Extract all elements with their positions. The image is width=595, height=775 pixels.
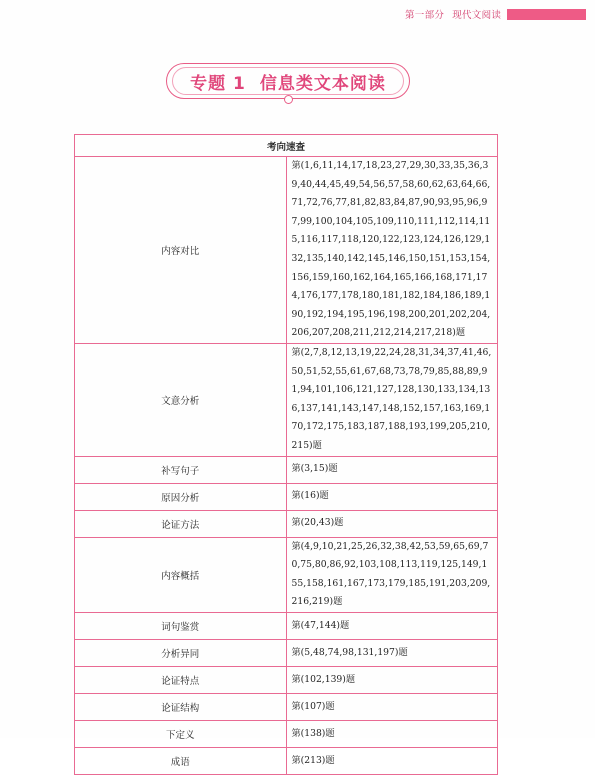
title-name: 信息类文本阅读: [259, 73, 386, 94]
row-items: 第(138)题: [286, 720, 498, 747]
chapter-title-badge: [166, 63, 410, 99]
row-items: 第(16)题: [286, 483, 498, 510]
table-row: [75, 510, 498, 537]
row-items: 第(20,43)题: [286, 510, 498, 537]
title-inner-frame: [172, 67, 404, 95]
chapter-title: [190, 69, 386, 94]
row-items: 第(3,15)题: [286, 456, 498, 483]
row-items: 第(107)题: [286, 693, 498, 720]
table-row: [75, 720, 498, 747]
row-label: 内容对比: [75, 157, 287, 344]
row-items: 第(213)题: [286, 747, 498, 774]
title-topic: 专题 1: [190, 73, 246, 94]
row-label: 补写句子: [75, 456, 287, 483]
table-row: [75, 537, 498, 612]
row-label: 内容概括: [75, 537, 287, 612]
row-items: 第(47,144)题: [286, 612, 498, 639]
title-bottom-dot: [284, 95, 293, 104]
table-row: [75, 456, 498, 483]
table-row: [75, 666, 498, 693]
table-row: [75, 639, 498, 666]
row-items: 第(1,6,11,14,17,18,23,27,29,30,33,35,36,39,40,44,45,49,54,56,57,58,60,62,63,64,66,71,72,76,77,81,82,83,84,87,90,93,95,96,97,99,100,104,105,109,110,111,112,114,115,116,117,118,120,122,123,124,126,129,132,135,140,142,145,146,150,151,153,154,156,159,160,162,164,165,166,168,171,174,176,177,178,180,181,182,184,186,189,190,192,194,195,196,198,200,201,202,204,206,207,208,211,212,214,217,218)题: [286, 157, 498, 344]
row-label: 论证结构: [75, 693, 287, 720]
row-items: 第(2,7,8,12,13,19,22,24,28,31,34,37,41,46,50,51,52,55,61,67,68,73,78,79,85,88,89,91,94,101,106,121,127,128,130,133,134,136,137,141,143,147,148,152,157,163,169,170,172,175,183,187,188,193,199,205,210,215)题: [286, 343, 498, 456]
table-row: [75, 612, 498, 639]
header-subject: 现代文阅读: [452, 10, 502, 21]
running-header: [405, 6, 586, 22]
topic-index-table: [74, 134, 498, 775]
row-label: 论证方法: [75, 510, 287, 537]
table-caption: 考向速查: [75, 135, 498, 157]
row-label: 文意分析: [75, 343, 287, 456]
row-label: 原因分析: [75, 483, 287, 510]
running-header-text: [405, 7, 501, 21]
row-label: 论证特点: [75, 666, 287, 693]
row-label: 下定义: [75, 720, 287, 747]
row-items: 第(102,139)题: [286, 666, 498, 693]
row-label: 成语: [75, 747, 287, 774]
table-row: [75, 343, 498, 456]
row-label: 词句鉴赏: [75, 612, 287, 639]
header-section: 第一部分: [405, 10, 445, 21]
table-row: [75, 693, 498, 720]
header-color-bar: [507, 9, 586, 20]
table-row: [75, 747, 498, 774]
row-items: 第(4,9,10,21,25,26,32,38,42,53,59,65,69,70,75,80,86,92,103,108,113,119,125,149,155,158,161,167,173,179,185,191,203,209,216,219)题: [286, 537, 498, 612]
row-items: 第(5,48,74,98,131,197)题: [286, 639, 498, 666]
row-label: 分析异同: [75, 639, 287, 666]
table-row: [75, 483, 498, 510]
table-row: [75, 157, 498, 344]
